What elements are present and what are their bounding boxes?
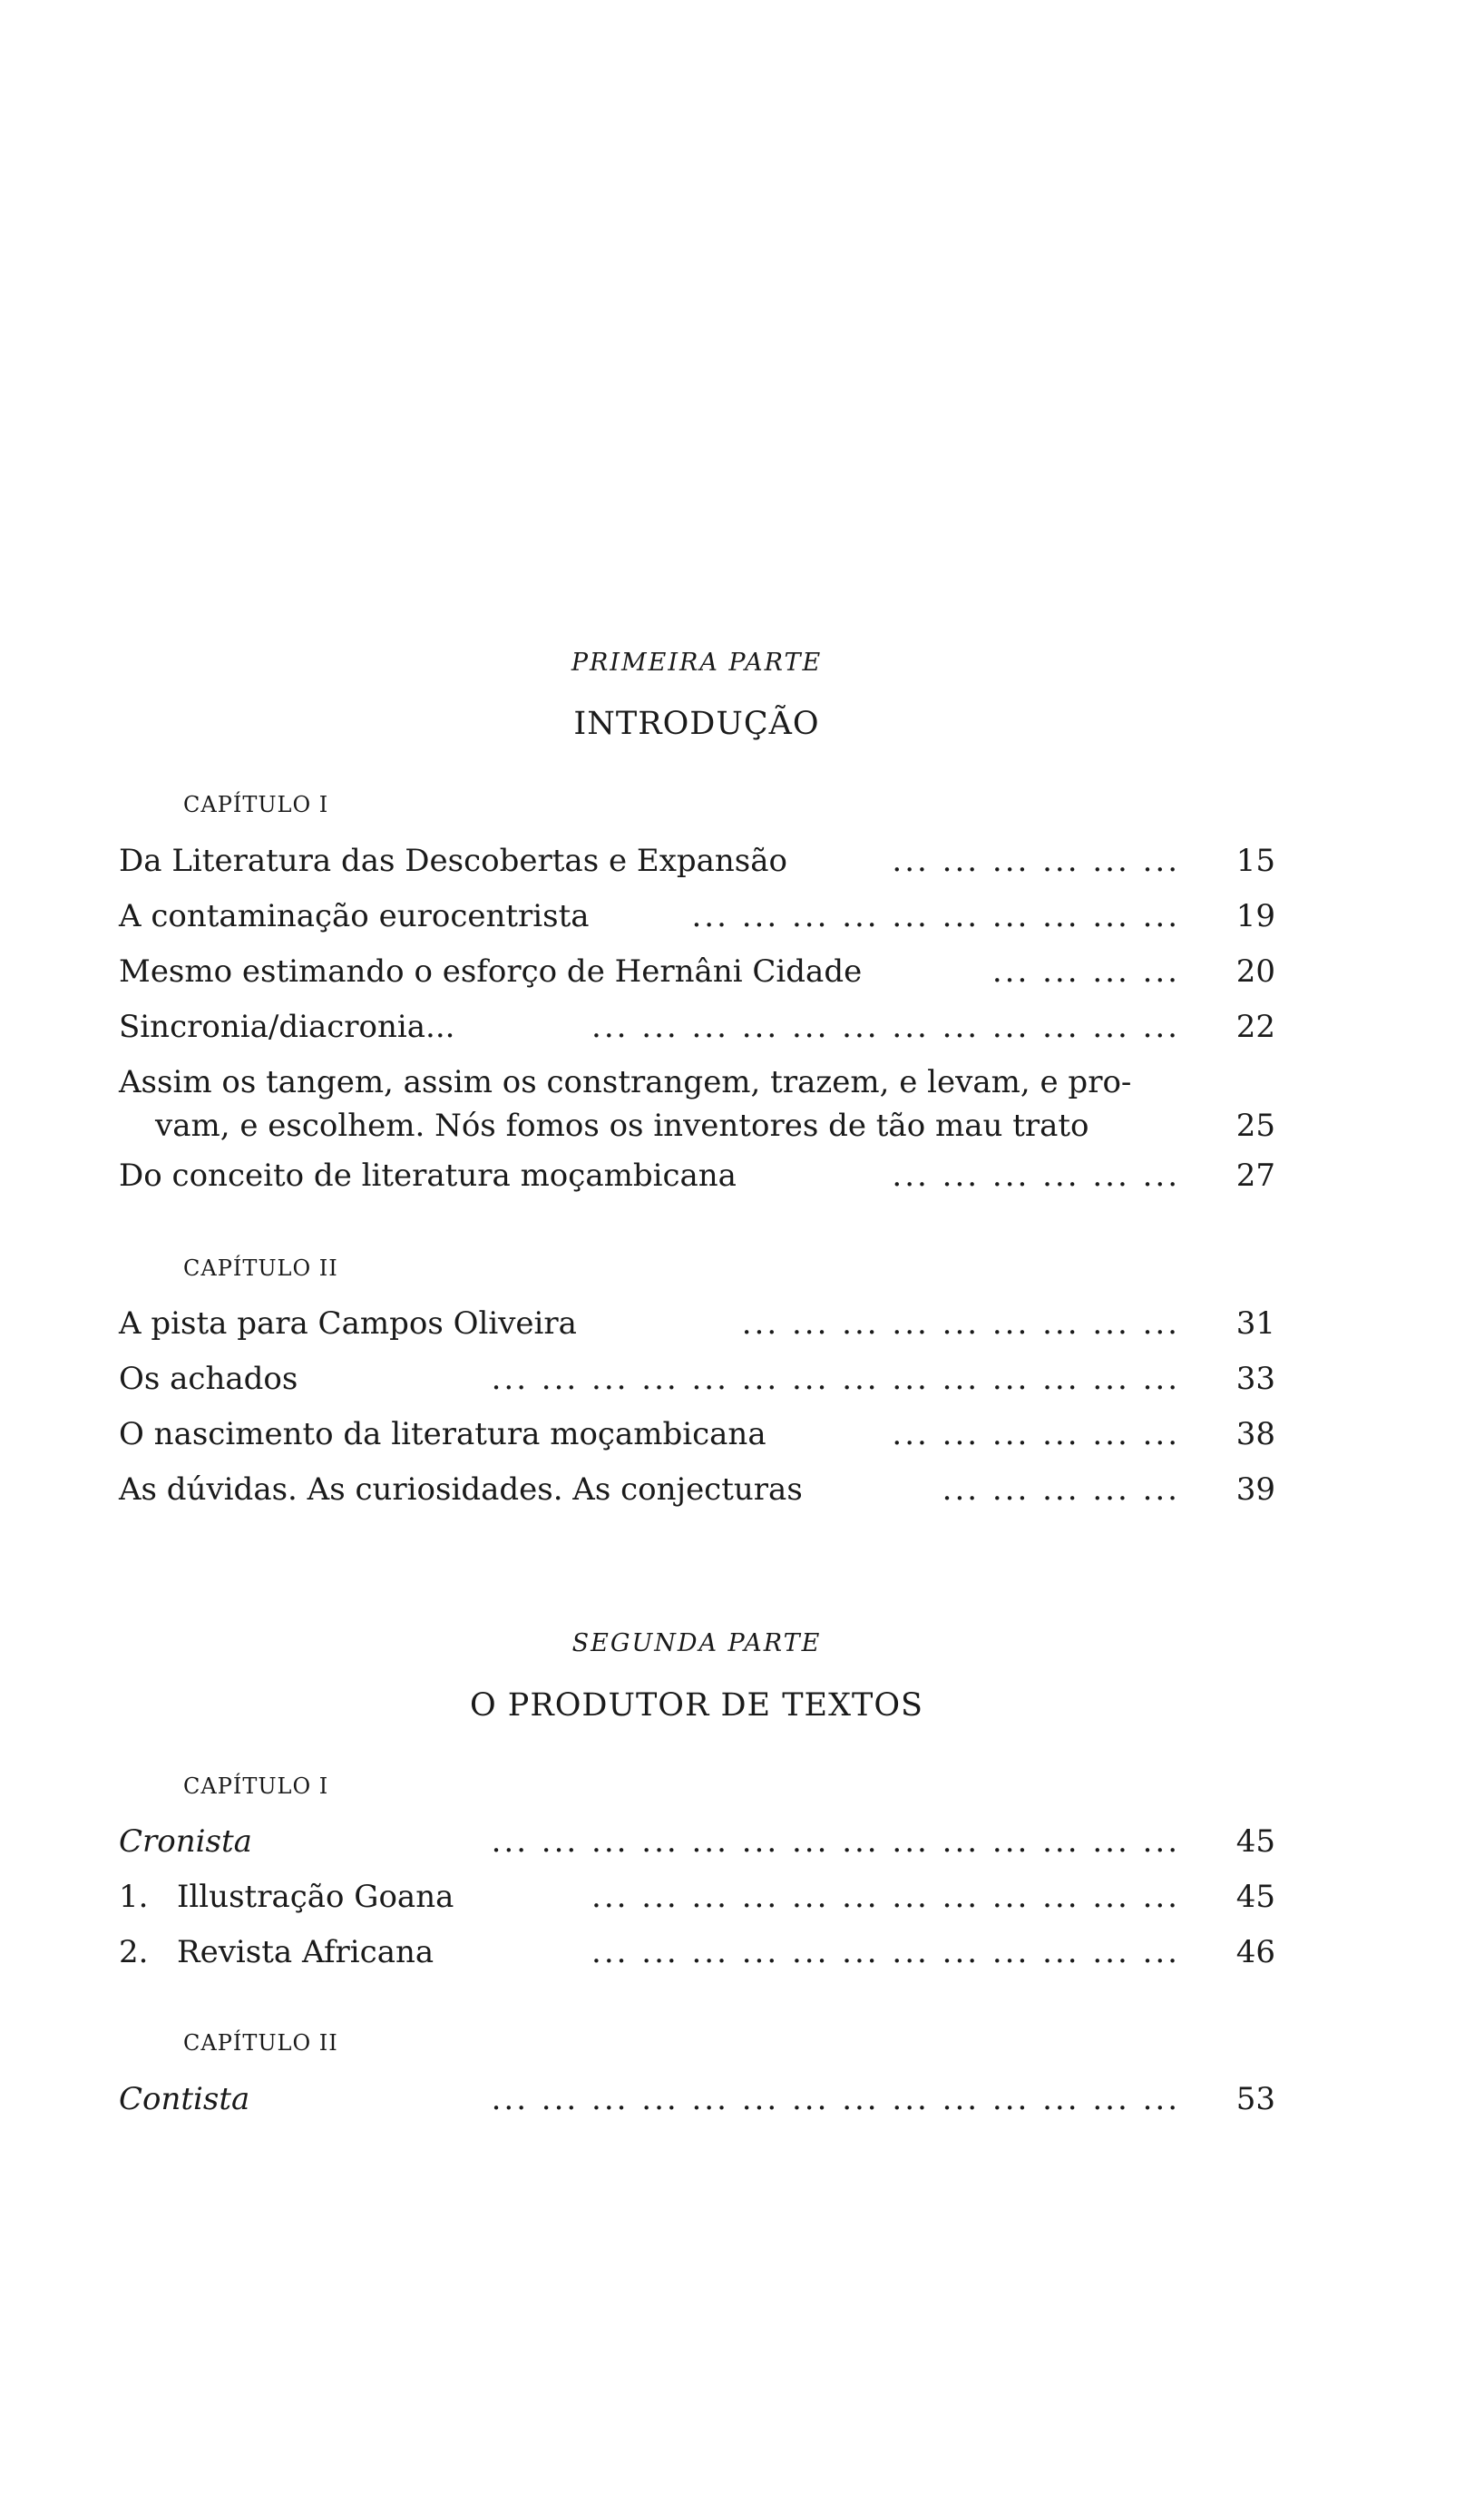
toc-entry[interactable] bbox=[119, 842, 1275, 880]
toc-entry-title: Os achados bbox=[119, 1361, 298, 1397]
toc-page-number: 45 bbox=[1235, 1879, 1275, 1915]
toc-page-number: 19 bbox=[1235, 898, 1275, 934]
toc-page-number: 31 bbox=[1235, 1305, 1275, 1342]
toc-dot-leader: ... ... ... ... ... ... bbox=[892, 1158, 1180, 1194]
toc-entry-title: Assim os tangem, assim os constrangem, trazem, e levam, e pro- bbox=[119, 1064, 1132, 1100]
toc-page-number: 45 bbox=[1235, 1823, 1275, 1860]
toc-dot-leader: ... ... ... ... ... ... ... ... ... ... bbox=[691, 898, 1180, 934]
toc-entry-title: Mesmo estimando o esforço de Hernâni Cidade bbox=[119, 953, 863, 990]
toc-dot-leader: ... ... ... ... ... ... bbox=[892, 843, 1180, 879]
toc-page-number: 27 bbox=[1235, 1158, 1275, 1194]
toc-page-number: 20 bbox=[1235, 953, 1275, 990]
toc-entry[interactable] bbox=[119, 1415, 1275, 1453]
toc-entry-title: Illustração Goana bbox=[177, 1879, 454, 1915]
toc-entry-title: Do conceito de literatura moçambicana bbox=[119, 1158, 737, 1194]
toc-entry-title: A pista para Campos Oliveira bbox=[119, 1305, 577, 1342]
toc-page-number: 22 bbox=[1235, 1009, 1275, 1045]
part-two-label: SEGUNDA PARTE bbox=[571, 1629, 822, 1657]
toc-entry-title-continuation: vam, e escolhem. Nós fomos os inventores de tão mau trato bbox=[155, 1108, 1089, 1144]
toc-entry-number: 1. bbox=[119, 1879, 149, 1915]
part-one-chapter-two-label: CAPÍTULO II bbox=[183, 1256, 338, 1281]
toc-page-number: 25 bbox=[1235, 1108, 1275, 1144]
toc-entry[interactable] bbox=[119, 2080, 1275, 2118]
toc-dot-leader: ... ... ... ... bbox=[991, 953, 1180, 990]
toc-entry-number: 2. bbox=[119, 1934, 149, 1970]
toc-dot-leader: ... ... ... ... ... ... ... ... ... ... ... ... bbox=[591, 1934, 1180, 1970]
toc-entry[interactable] bbox=[119, 897, 1275, 935]
toc-dot-leader: ... ... ... ... ... ... ... ... ... ... ... ... ... ... bbox=[491, 1361, 1180, 1397]
toc-page-number: 38 bbox=[1235, 1416, 1275, 1452]
toc-dot-leader: ... ... ... ... ... ... bbox=[892, 1416, 1180, 1452]
toc-entry[interactable] bbox=[119, 1304, 1275, 1343]
toc-dot-leader: ... ... ... ... ... ... ... ... ... bbox=[741, 1305, 1180, 1342]
toc-entry-title: Sincronia/diacronia... bbox=[119, 1009, 455, 1045]
toc-entry[interactable] bbox=[119, 1008, 1275, 1046]
toc-entry-title: O nascimento da literatura moçambicana bbox=[119, 1416, 766, 1452]
part-one-chapter-one-label: CAPÍTULO I bbox=[183, 792, 329, 817]
toc-entry[interactable] bbox=[119, 1470, 1275, 1509]
toc-entry[interactable] bbox=[119, 1933, 1275, 1971]
part-two-title: O PRODUTOR DE TEXTOS bbox=[469, 1687, 924, 1724]
part-two-chapter-one-label: CAPÍTULO I bbox=[183, 1773, 329, 1799]
toc-dot-leader: ... ... ... ... ... ... ... ... ... ... ... ... ... ... bbox=[491, 2081, 1180, 2117]
toc-entry-title: Da Literatura das Descobertas e Expansão bbox=[119, 843, 787, 879]
toc-entry-title: Cronista bbox=[119, 1823, 252, 1860]
toc-dot-leader: ... ... ... ... ... ... ... ... ... ... ... ... bbox=[591, 1879, 1180, 1915]
toc-page-number: 53 bbox=[1235, 2081, 1275, 2117]
toc-entry[interactable] bbox=[119, 1360, 1275, 1398]
toc-page-number: 33 bbox=[1235, 1361, 1275, 1397]
toc-page-number: 46 bbox=[1235, 1934, 1275, 1970]
toc-entry-title: Revista Africana bbox=[177, 1934, 434, 1970]
toc-entry-title: A contaminação eurocentrista bbox=[119, 898, 590, 934]
toc-entry[interactable] bbox=[119, 1878, 1275, 1916]
toc-entry-title: Contista bbox=[119, 2081, 250, 2117]
toc-entry[interactable] bbox=[119, 1822, 1275, 1861]
toc-dot-leader: ... ... ... ... ... ... ... ... ... ... ... ... ... ... bbox=[491, 1823, 1180, 1860]
toc-page-number: 39 bbox=[1235, 1471, 1275, 1508]
part-one-label: PRIMEIRA PARTE bbox=[571, 649, 823, 677]
toc-entry[interactable] bbox=[119, 1157, 1275, 1195]
part-one-title: INTRODUÇÃO bbox=[573, 706, 820, 742]
toc-entry[interactable] bbox=[119, 953, 1275, 991]
toc-entry-title: As dúvidas. As curiosidades. As conjecturas bbox=[119, 1471, 803, 1508]
toc-entry[interactable] bbox=[119, 1063, 1275, 1144]
toc-page-number: 15 bbox=[1235, 843, 1275, 879]
part-two-chapter-two-label: CAPÍTULO II bbox=[183, 2030, 338, 2056]
toc-dot-leader: ... ... ... ... ... bbox=[942, 1471, 1180, 1508]
toc-dot-leader: ... ... ... ... ... ... ... ... ... ... ... ... bbox=[591, 1009, 1180, 1045]
